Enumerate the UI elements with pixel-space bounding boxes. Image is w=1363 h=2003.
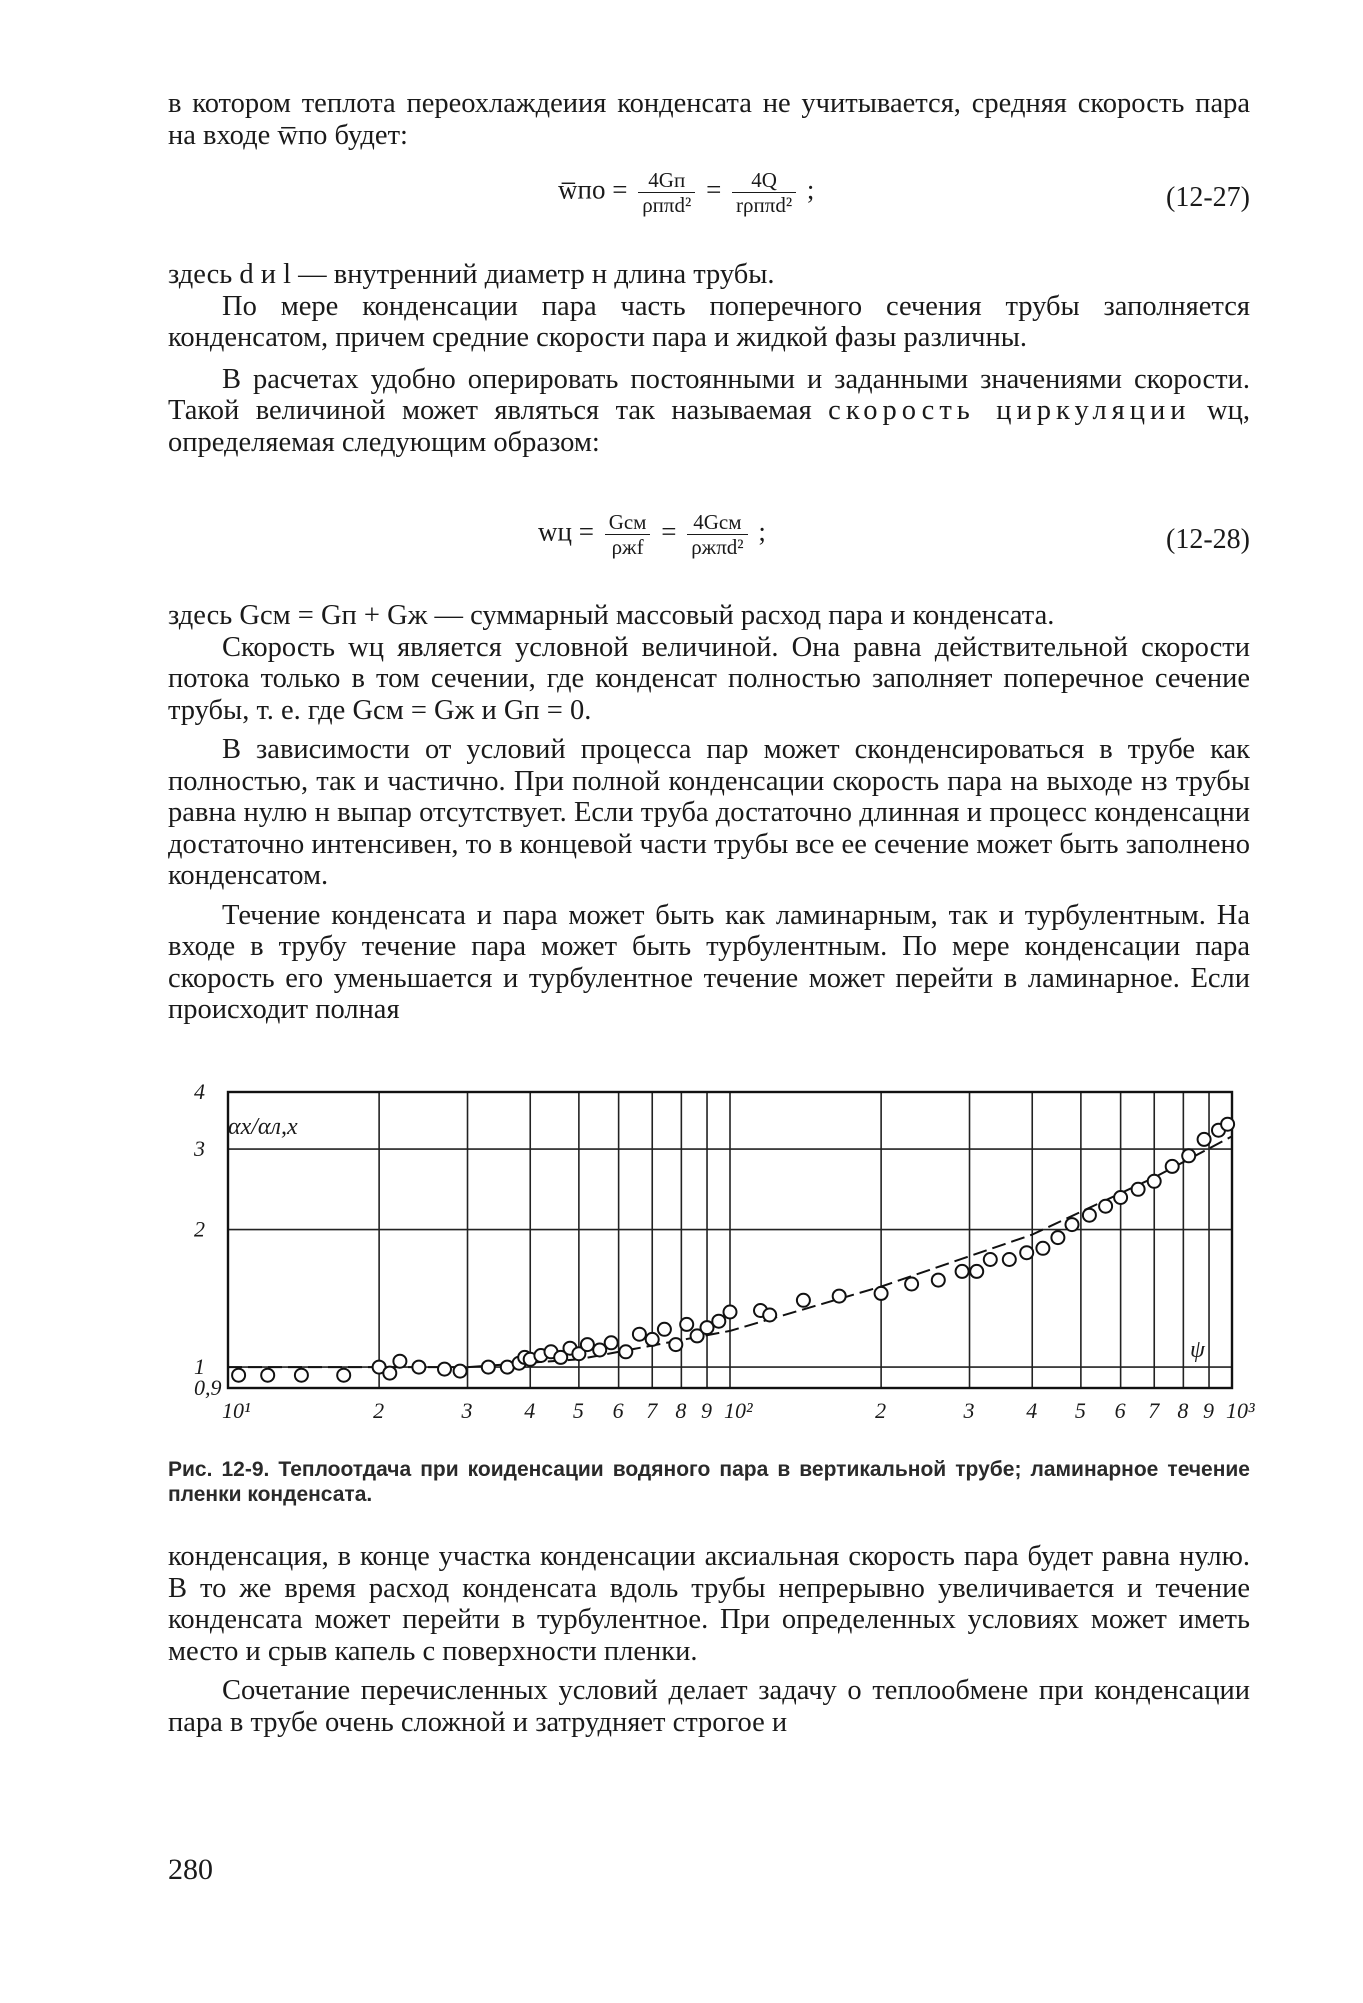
x-tick-label-5: 6 (612, 1398, 624, 1423)
data-point (454, 1365, 467, 1378)
data-point (1036, 1242, 1049, 1255)
eq28-f1-den: ρжf (611, 535, 644, 559)
chart-y-axis-label: αx/αл,x (228, 1114, 298, 1140)
equation-12-27-number: (12-27) (1166, 182, 1250, 213)
paragraph-6: Скорость wц является условной величиной. Она равна действительной скорости потока только в том сечении, где конденсат полностью заполняет поперечное сечение трубы, т. е. где Gсм = Gж и Gп = 0. (168, 631, 1250, 726)
x-tick-label-16: 8 (1177, 1398, 1189, 1423)
eq28-f2-num: 4Gсм (687, 510, 747, 535)
data-point (1198, 1133, 1211, 1146)
paragraph-7: В зависимости от условий процесса пар может сконденсироваться в трубе как полностью, так и частично. При полной конденсации скорость пара на выходе нз трубы равна нулю н выпар отсутствует. Если труба достаточно длинная и процесс конденсацни достаточно интенсивен, то в концевой части трубы все ее сечение может быть заполнено конденсатом. (168, 734, 1250, 891)
eq28-lhs: wц = (538, 516, 594, 547)
paragraph-1: в котором теплота переохлаждеиия конденсата не учитывается, средняя скорость пара на входе w̅по будет: (168, 88, 1250, 151)
x-tick-label-11: 3 (963, 1398, 975, 1423)
x-tick-label-12: 4 (1026, 1398, 1038, 1423)
data-point (1166, 1160, 1179, 1173)
data-point (1132, 1183, 1145, 1196)
paragraph-10: Сочетание перечисленных условий делает задачу о теплообмене при конденсации пара в трубе очень сложной и затрудняет строгое и (168, 1675, 1250, 1738)
eq27-lhs: w̅по = (558, 174, 628, 205)
chart-data-points (232, 1118, 1234, 1382)
data-point (619, 1345, 632, 1358)
y-tick-label-3: 3 (194, 1136, 205, 1162)
data-point (763, 1309, 776, 1322)
eq27-f1-den: ρпπd² (642, 193, 692, 217)
data-point (1182, 1149, 1195, 1162)
data-point (1099, 1200, 1112, 1213)
x-tick-label-9: 10² (724, 1398, 753, 1423)
x-tick-label-8: 9 (701, 1398, 713, 1423)
data-point (412, 1361, 425, 1374)
data-point (932, 1274, 945, 1287)
data-point (970, 1265, 983, 1278)
paragraph-3: По мере конденсации пара часть поперечного сечения трубы заполняется конденсатом, причем средние скорости пара и жидкой фазы различны. (168, 290, 1250, 353)
chart-grid (228, 1092, 1232, 1388)
x-tick-label-3: 4 (524, 1398, 536, 1423)
data-point (232, 1369, 245, 1382)
paragraph-block-4 (168, 1541, 1250, 1738)
data-point (875, 1287, 888, 1300)
data-point (393, 1355, 406, 1368)
x-tick-label-6: 7 (646, 1398, 658, 1423)
paragraph-8: Течение конденсата и пара может быть как ламинарным, так и турбулентным. На входе в трубу течение пара может быть турбулентным. По мере конденсации пара скорость его уменьшается и турбулентное течение может перейти в ламинарное. Если происходит полная (168, 899, 1250, 1025)
paragraph-4-term: скорость циркуляции (828, 395, 1191, 426)
data-point (1051, 1231, 1064, 1244)
data-point (482, 1361, 495, 1374)
paragraph-4-a: В расчетах удобно оперировать постоянными и заданными значениями скорости. Такой величиной может являться так называемая (168, 363, 1250, 426)
x-tick-label-15: 7 (1148, 1398, 1160, 1423)
data-point (383, 1367, 396, 1380)
data-point (337, 1369, 350, 1382)
eq27-tail: ; (806, 174, 815, 205)
eq27-f2-num: 4Q (732, 168, 796, 193)
paragraph-4-c: wц, определяемая следующим образом: (168, 395, 1250, 458)
data-point (1003, 1253, 1016, 1266)
data-point (712, 1315, 725, 1328)
x-tick-label-2: 3 (461, 1398, 473, 1423)
paragraph-2: здесь d и l — внутренний диаметр н длина трубы. (168, 259, 775, 290)
eq27-equals: = (706, 174, 722, 205)
data-point (646, 1333, 659, 1346)
eq27-f2-den: rρпπd² (736, 193, 793, 217)
eq27-f1-num: 4Gп (638, 168, 695, 193)
equation-12-28-number: (12-28) (1166, 524, 1250, 555)
x-tick-label-4: 5 (572, 1398, 584, 1423)
data-point (1083, 1209, 1096, 1222)
x-tick-label-13: 5 (1074, 1398, 1086, 1423)
y-tick-label-0: 0,9 (194, 1375, 222, 1400)
data-point (658, 1323, 671, 1336)
x-tick-label-18: 10³ (1226, 1398, 1255, 1423)
x-tick-label-14: 6 (1114, 1398, 1126, 1423)
x-tick-label-1: 2 (373, 1398, 385, 1423)
chart-tick-labels (193, 1079, 1255, 1423)
data-point (669, 1338, 682, 1351)
data-point (1148, 1175, 1161, 1188)
chart-x-axis-label: ψ (1190, 1337, 1205, 1363)
data-point (1221, 1118, 1234, 1131)
data-point (956, 1265, 969, 1278)
data-point (438, 1363, 451, 1376)
data-point (1114, 1191, 1127, 1204)
paragraph-9: конденсация, в конце участка конденсации аксиальная скорость пара будет равна нулю. В то же время расход конденсата вдоль трубы непрерывно увеличивается и течение конденсата может перейти в турбулентное. При определенных условиях может иметь место и срыв капель с поверхности пленки. (168, 1541, 1250, 1667)
data-point (605, 1336, 618, 1349)
data-point (984, 1253, 997, 1266)
eq28-f1-num: Gсм (605, 510, 651, 535)
data-point (724, 1306, 737, 1319)
y-tick-label-2: 2 (194, 1216, 205, 1242)
y-tick-label-1: 1 (194, 1354, 205, 1380)
data-point (680, 1318, 693, 1331)
data-point (295, 1369, 308, 1382)
x-tick-label-7: 8 (675, 1398, 687, 1423)
data-point (797, 1294, 810, 1307)
paragraph-5: здесь Gсм = Gп + Gж — суммарный массовый расход пара и конденсата. (168, 600, 1055, 631)
x-tick-label-17: 9 (1203, 1398, 1215, 1423)
x-tick-label-0: 10¹ (222, 1398, 251, 1423)
data-point (633, 1328, 646, 1341)
data-point (261, 1369, 274, 1382)
data-point (581, 1338, 594, 1351)
data-point (1020, 1246, 1033, 1259)
y-tick-label-4: 4 (194, 1079, 205, 1104)
eq28-equals: = (661, 516, 677, 547)
figure-caption: Рис. 12-9. Теплоотдача при коиденсации водяного пара в вертикальной трубе; ламинарное течение пленки конденсата. (168, 1458, 1250, 1506)
data-point (1066, 1218, 1079, 1231)
data-point (833, 1290, 846, 1303)
x-tick-label-10: 2 (875, 1398, 887, 1423)
data-point (905, 1278, 918, 1291)
page-number: 280 (168, 1853, 213, 1886)
eq28-f2-den: ρжπd² (691, 535, 744, 559)
eq28-tail: ; (758, 516, 766, 547)
